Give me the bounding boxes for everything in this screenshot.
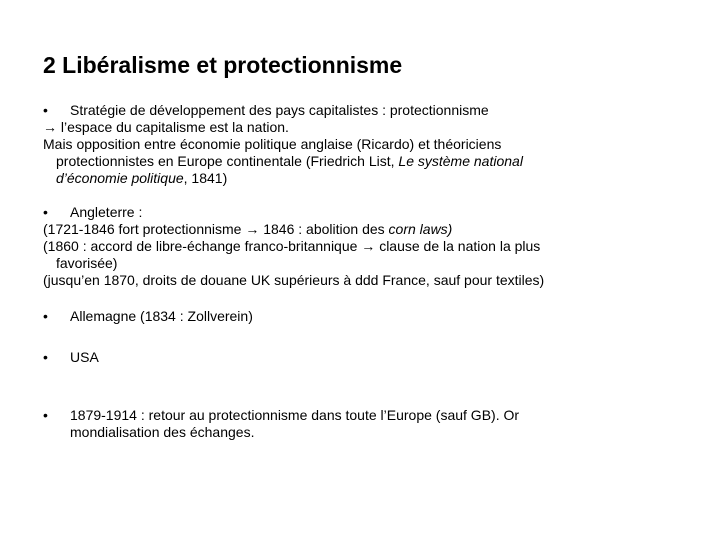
bullet-text: Allemagne (1834 : Zollverein): [70, 308, 253, 324]
text-span: protectionnistes en Europe continentale (Friedrich List,: [56, 153, 399, 169]
text-line: Mais opposition entre économie politique anglaise (Ricardo) et théoriciens: [43, 136, 502, 152]
bullet-1879-1914: [43, 407, 693, 424]
bullet-icon: •: [43, 102, 48, 118]
bullet-text: Angleterre :: [70, 204, 143, 220]
book-title-part2: d’économie politique: [56, 170, 184, 186]
bullet-usa: [43, 349, 693, 366]
bullet-icon: •: [43, 204, 48, 220]
bullet-icon: •: [43, 349, 48, 365]
text-span: (1721-1846 fort protectionnisme → 1846 : abolition des: [43, 221, 389, 237]
bullet-text: USA: [70, 349, 99, 365]
text-line: mondialisation des échanges.: [70, 424, 255, 440]
bullet-text: Stratégie de développement des pays capitalistes : protectionnisme: [70, 102, 489, 118]
text-span: , 1841): [183, 170, 228, 186]
text-line: favorisée): [56, 255, 118, 271]
text-line: [43, 170, 693, 187]
book-title-part1: Le système national: [398, 153, 523, 169]
bullet-allemagne: [43, 308, 693, 325]
bullet-text: 1879-1914 : retour au protectionnisme dans toute l’Europe (sauf GB). Or: [70, 407, 520, 423]
bullet-angleterre: [43, 204, 693, 221]
text-line: [43, 221, 693, 238]
slide-body: [43, 102, 693, 441]
bullet-icon: •: [43, 407, 48, 423]
slide-title: 2 Libéralisme et protectionnisme: [43, 52, 403, 78]
text-line: → l’espace du capitalisme est la nation.: [43, 119, 289, 135]
bullet-icon: •: [43, 308, 48, 324]
corn-laws: corn laws): [388, 221, 453, 237]
text-line: (1860 : accord de libre-échange franco-britannique → clause de la nation la plus: [43, 238, 541, 254]
text-line: (jusqu’en 1870, droits de douane UK supérieurs à ddd France, sauf pour textiles): [43, 272, 545, 288]
bullet-strategie: [43, 102, 693, 119]
text-line: [43, 153, 693, 170]
